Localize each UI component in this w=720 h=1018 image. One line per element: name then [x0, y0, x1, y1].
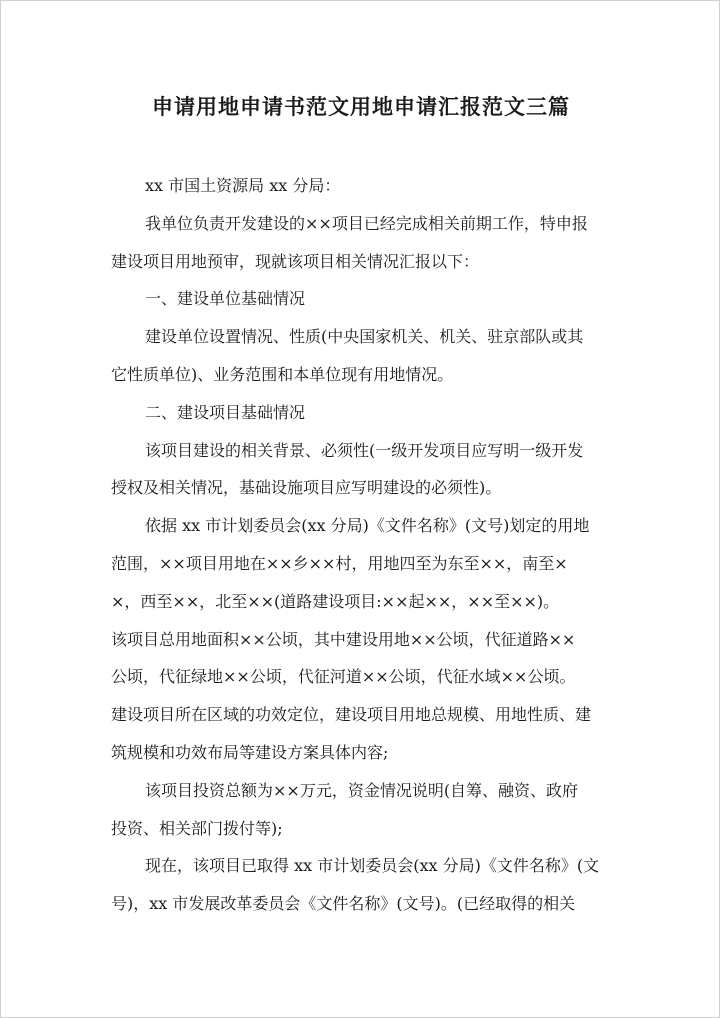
text-line: 筑规模和功效布局等建设方案具体内容;: [111, 742, 389, 762]
text-line: ×，西至××，北至××(道路建设项目:××起××，××至××)。: [111, 591, 560, 611]
text-line: 它性质单位)、业务范围和本单位现有用地情况。: [111, 364, 454, 384]
text-line: 该项目投资总额为××万元，资金情况说明(自筹、融资、政府: [145, 780, 579, 800]
text-line: 一、建设单位基础情况: [145, 289, 306, 309]
document-title: 申请用地申请书范文用地申请汇报范文三篇: [152, 94, 570, 119]
text-line: 二、建设项目基础情况: [145, 402, 306, 422]
text-line: 该项目总用地面积××公顷，其中建设用地××公顷，代征道路××: [111, 629, 576, 649]
text-line: 建设单位设置情况、性质(中央国家机关、机关、驻京部队或其: [145, 327, 584, 347]
text-line: 该项目建设的相关背景、必须性(一级开发项目应写明一级开发: [145, 440, 584, 460]
text-line: 公顷，代征绿地××公顷，代征河道××公顷，代征水域××公顷。: [111, 667, 576, 687]
text-line: 建设项目用地预审，现就该项目相关情况汇报以下：: [111, 251, 480, 271]
text-line: 号)，xx 市发展改革委员会《文件名称》(文号)。(已经取得的相关: [111, 894, 576, 914]
text-line: 依据 xx 市计划委员会(xx 分局)《文件名称》(文号)划定的用地: [145, 516, 590, 536]
text-line: 授权及相关情况，基础设施项目应写明建设的必须性)。: [111, 478, 502, 498]
document-body: [111, 167, 611, 923]
text-line: 现在，该项目已取得 xx 市计划委员会(xx 分局)《文件名称》(文: [145, 856, 600, 876]
text-line: xx 市国土资源局 xx 分局：: [145, 176, 341, 195]
text-line: 我单位负责开发建设的××项目已经完成相关前期工作，特申报: [145, 213, 588, 233]
text-line: 投资、相关部门拨付等);: [111, 818, 283, 838]
text-line: 建设项目所在区域的功效定位，建设项目用地总规模、用地性质、建: [111, 705, 592, 725]
text-line: 范围，××项目用地在××乡××村，用地四至为东至××，南至×: [111, 553, 568, 573]
